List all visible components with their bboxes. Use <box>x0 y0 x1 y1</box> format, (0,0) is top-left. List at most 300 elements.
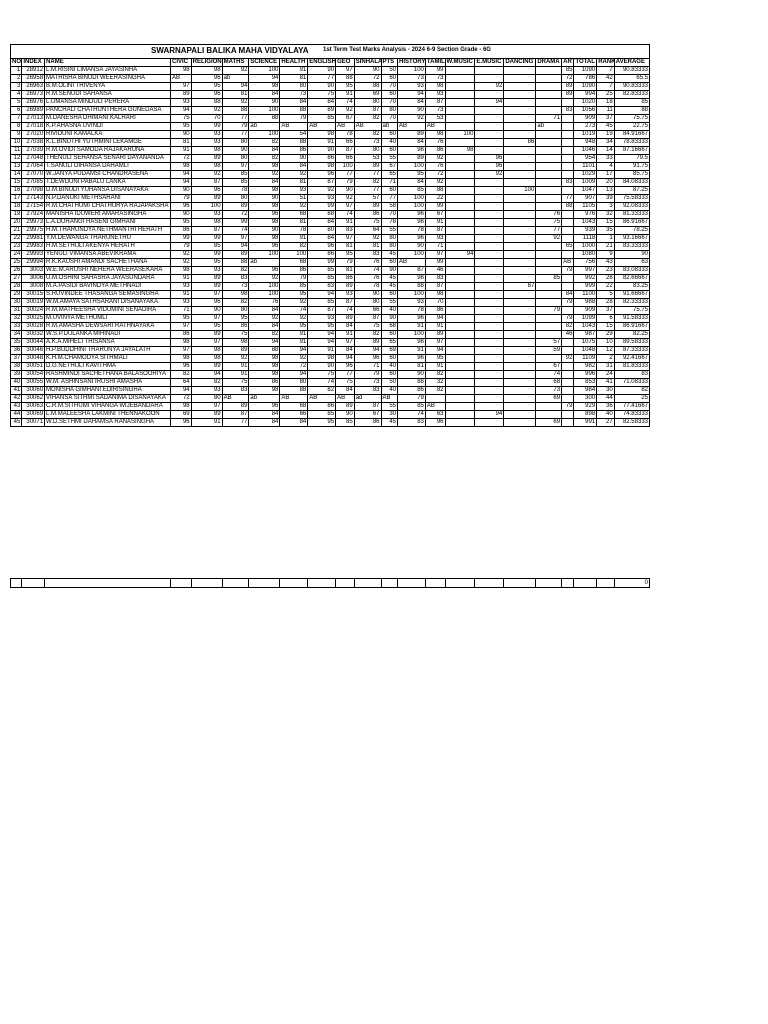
table-cell: 99 <box>191 123 222 131</box>
table-cell: 90.83333 <box>614 67 649 75</box>
table-cell: 83 <box>222 275 249 283</box>
table-cell: 98 <box>170 67 191 75</box>
table-cell: 91 <box>336 331 355 339</box>
table-cell: 81 <box>170 139 191 147</box>
table-cell <box>445 259 475 267</box>
table-cell: 60 <box>381 187 398 195</box>
table-cell: 78 <box>398 307 426 315</box>
table-cell: 80 <box>381 107 398 115</box>
table-cell: 91 <box>425 323 445 331</box>
table-cell: 9 <box>11 131 22 139</box>
table-cell: 45 <box>381 283 398 291</box>
table-cell: 98 <box>191 67 222 75</box>
table-row <box>11 203 650 211</box>
table-cell: 94 <box>222 243 249 251</box>
table-cell: 36 <box>11 347 22 355</box>
table-cell: 71.08333 <box>614 379 649 387</box>
table-cell: 84 <box>280 163 308 171</box>
table-cell <box>475 267 504 275</box>
table-cell: 70 <box>381 99 398 107</box>
table-cell: 84 <box>308 219 336 227</box>
table-cell: 81 <box>280 219 308 227</box>
table-cell: 85 <box>308 267 336 275</box>
table-cell <box>504 259 536 267</box>
table-cell: 97 <box>425 251 445 259</box>
table-cell <box>445 67 475 75</box>
column-header: E.MUSIC <box>475 59 504 67</box>
table-cell: 82 <box>249 155 280 163</box>
table-cell: 994 <box>574 91 597 99</box>
table-cell: AB <box>381 395 398 403</box>
table-cell <box>475 275 504 283</box>
table-cell <box>475 363 504 371</box>
table-cell: 43 <box>11 403 22 411</box>
table-cell: 95 <box>425 355 445 363</box>
table-cell <box>445 347 475 355</box>
table-cell: 97 <box>336 203 355 211</box>
table-cell: 76 <box>425 163 445 171</box>
table-cell: 83 <box>308 283 336 291</box>
sheet-subtitle: 1st Term Test Marks Analysis - 2024 6-9 Section Grade - 6G <box>323 47 491 53</box>
table-cell: W.M. ASHINSANI IRUSHI AMASHA <box>45 379 171 387</box>
table-cell: 98 <box>425 291 445 299</box>
table-cell: 786 <box>574 75 597 83</box>
table-cell <box>475 331 504 339</box>
table-cell: 90 <box>308 363 336 371</box>
table-row <box>11 419 650 427</box>
table-cell: 71 <box>354 363 381 371</box>
table-cell <box>475 139 504 147</box>
table-cell: 24 <box>11 251 22 259</box>
table-cell: 68 <box>536 379 562 387</box>
table-cell <box>445 171 475 179</box>
table-cell: 60 <box>381 91 398 99</box>
table-cell: 53 <box>425 115 445 123</box>
table-cell <box>170 579 191 588</box>
table-cell: 80 <box>381 235 398 243</box>
table-cell: 76 <box>354 259 381 267</box>
table-cell: 88 <box>562 203 574 211</box>
table-cell <box>562 187 574 195</box>
table-cell: 97 <box>170 347 191 355</box>
table-cell: 83.25 <box>614 283 649 291</box>
table-cell: 79 <box>398 395 426 403</box>
table-cell: 73 <box>425 75 445 83</box>
table-cell <box>504 275 536 283</box>
table-cell: 82 <box>222 299 249 307</box>
table-cell: 12 <box>597 347 615 355</box>
table-cell: 94 <box>249 339 280 347</box>
table-cell: 87 <box>354 107 381 115</box>
table-cell: 97 <box>336 235 355 243</box>
table-cell: 26976 <box>22 99 45 107</box>
table-cell: 79 <box>562 267 574 275</box>
table-cell <box>475 115 504 123</box>
table-cell <box>445 299 475 307</box>
table-cell: THENULI SEHANSA SENARI DAYANANDA <box>45 155 171 163</box>
table-cell: 976 <box>574 211 597 219</box>
table-cell: 74 <box>354 267 381 275</box>
table-cell: 74 <box>536 371 562 379</box>
table-cell: 69 <box>354 91 381 99</box>
table-cell <box>562 99 574 107</box>
table-cell: 98 <box>191 147 222 155</box>
table-cell: 95 <box>336 83 355 91</box>
table-cell: 88 <box>222 107 249 115</box>
table-cell: 87 <box>425 99 445 107</box>
table-row <box>11 107 650 115</box>
table-cell <box>504 251 536 259</box>
table-cell: 72 <box>222 211 249 219</box>
table-cell: 40 <box>11 379 22 387</box>
table-row <box>11 131 650 139</box>
table-cell: 77 <box>562 195 574 203</box>
table-cell: 79 <box>170 243 191 251</box>
table-cell: 27013 <box>22 115 45 123</box>
table-row <box>11 123 650 131</box>
table-cell <box>504 323 536 331</box>
table-cell: M.A.PASIDI BAVINDYA METHNADI <box>45 283 171 291</box>
table-cell <box>445 243 475 251</box>
table-cell <box>562 139 574 147</box>
table-cell: 82 <box>354 331 381 339</box>
table-cell: 71 <box>381 179 398 187</box>
table-cell: 91.58333 <box>614 315 649 323</box>
table-cell: 68 <box>280 211 308 219</box>
table-cell: 98 <box>222 291 249 299</box>
table-cell: 33 <box>597 155 615 163</box>
table-row <box>11 371 650 379</box>
table-cell: 60 <box>381 331 398 339</box>
table-cell: AB <box>398 123 426 131</box>
table-cell: 2 <box>597 355 615 363</box>
table-cell: 91 <box>280 339 308 347</box>
table-cell: 92 <box>249 315 280 323</box>
table-cell <box>445 355 475 363</box>
table-cell: 83 <box>562 179 574 187</box>
table-cell: 98 <box>249 235 280 243</box>
table-row <box>11 243 650 251</box>
table-cell: 93 <box>191 131 222 139</box>
table-row <box>11 411 650 419</box>
table-cell: 22 <box>597 283 615 291</box>
table-cell <box>445 195 475 203</box>
table-cell: 86.91667 <box>614 219 649 227</box>
table-cell <box>536 91 562 99</box>
table-cell: 79 <box>280 275 308 283</box>
table-cell: 87 <box>222 411 249 419</box>
table-cell: 95 <box>280 323 308 331</box>
table-cell: 11 <box>597 107 615 115</box>
table-cell: 95 <box>170 219 191 227</box>
table-cell: D.M.BINUDI YUHANSA DISANAYAKA <box>45 187 171 195</box>
table-cell: 90 <box>249 99 280 107</box>
table-cell: 98 <box>308 131 336 139</box>
table-cell <box>562 395 574 403</box>
table-cell: 74.83333 <box>614 411 649 419</box>
column-header: DRAMA <box>537 59 560 65</box>
table-cell: 90 <box>354 67 381 75</box>
table-cell: 98 <box>249 219 280 227</box>
table-cell: 1105 <box>574 203 597 211</box>
table-cell: 97 <box>222 235 249 243</box>
table-cell: 73 <box>425 107 445 115</box>
table-cell <box>504 115 536 123</box>
table-cell <box>536 139 562 147</box>
table-cell: 100 <box>398 291 426 299</box>
table-cell: 19 <box>597 131 615 139</box>
table-cell: 98 <box>398 219 426 227</box>
table-cell: 100 <box>191 203 222 211</box>
table-cell: 100 <box>336 163 355 171</box>
table-cell: 85 <box>614 99 649 107</box>
table-cell: 28 <box>11 283 22 291</box>
table-cell: 50 <box>381 379 398 387</box>
table-row <box>11 267 650 275</box>
table-cell: W.D.SETHMI DAHAMSA RANASINGHA <box>45 419 171 427</box>
table-cell: 100 <box>398 67 426 75</box>
table-row <box>11 331 650 339</box>
table-cell <box>504 155 536 163</box>
table-cell: 75 <box>222 331 249 339</box>
table-cell: 27143 <box>22 195 45 203</box>
table-cell: 98 <box>398 339 426 347</box>
table-cell: 91 <box>336 219 355 227</box>
table-cell: 98 <box>191 219 222 227</box>
table-cell <box>504 163 536 171</box>
table-cell <box>475 323 504 331</box>
column-header: INDEX <box>22 59 45 67</box>
header-row <box>11 59 650 67</box>
table-cell: 27039 <box>22 147 45 155</box>
table-cell: 74 <box>336 307 355 315</box>
table-cell <box>445 291 475 299</box>
table-cell: 90 <box>381 315 398 323</box>
table-cell: H.M.SETHULI AKENYA HERATH <box>45 243 171 251</box>
table-cell: AB <box>354 123 381 131</box>
table-cell: 91 <box>222 371 249 379</box>
table-cell: 91 <box>170 275 191 283</box>
table-cell: 100 <box>249 131 280 139</box>
table-cell: 85 <box>308 411 336 419</box>
table-cell: 98 <box>249 363 280 371</box>
table-cell: 100 <box>398 203 426 211</box>
table-cell <box>45 579 171 588</box>
table-cell: 26989 <box>22 107 45 115</box>
table-cell: 97 <box>170 83 191 91</box>
table-cell: 98 <box>398 275 426 283</box>
table-cell <box>280 579 308 588</box>
table-cell: 95 <box>222 315 249 323</box>
table-cell: 80 <box>354 99 381 107</box>
table-cell: 96 <box>398 235 426 243</box>
table-cell: 79 <box>280 115 308 123</box>
table-cell: 84 <box>308 235 336 243</box>
empty-row <box>11 579 650 588</box>
table-cell: 95 <box>308 323 336 331</box>
table-cell: 83 <box>336 227 355 235</box>
table-cell: 55 <box>381 299 398 307</box>
table-cell: 1043 <box>574 323 597 331</box>
table-cell: AB <box>336 395 355 403</box>
table-cell: 1080 <box>574 251 597 259</box>
table-cell: 30062 <box>22 395 45 403</box>
column-header: TOTAL <box>575 59 595 65</box>
table-cell <box>445 107 475 115</box>
table-cell: 82 <box>249 331 280 339</box>
table-cell: 86 <box>425 147 445 155</box>
table-cell: 84 <box>308 99 336 107</box>
table-cell: 80 <box>354 299 381 307</box>
table-cell: 75 <box>222 379 249 387</box>
table-cell: 77 <box>222 115 249 123</box>
table-cell: 70 <box>191 115 222 123</box>
table-cell <box>445 211 475 219</box>
table-cell: 87 <box>425 283 445 291</box>
table-cell: 80 <box>222 307 249 315</box>
table-cell <box>504 67 536 75</box>
table-cell <box>562 387 574 395</box>
table-cell: 82 <box>562 323 574 331</box>
table-cell: 96 <box>249 267 280 275</box>
table-cell: 1009 <box>574 179 597 187</box>
table-cell: 898 <box>574 411 597 419</box>
table-cell <box>504 403 536 411</box>
table-cell: 100 <box>398 251 426 259</box>
table-cell: 79 <box>562 299 574 307</box>
table-cell: 948 <box>574 139 597 147</box>
table-cell <box>445 115 475 123</box>
table-cell: 91 <box>398 323 426 331</box>
table-cell: 91 <box>280 235 308 243</box>
table-cell: MANISHA IDUWERI AMARASINGHA <box>45 211 171 219</box>
table-cell: 40 <box>597 411 615 419</box>
table-cell: AB <box>308 395 336 403</box>
table-cell <box>475 355 504 363</box>
table-cell <box>536 331 562 339</box>
table-cell: 22 <box>11 235 22 243</box>
table-cell <box>504 171 536 179</box>
table-cell: 82 <box>425 371 445 379</box>
table-cell <box>445 267 475 275</box>
table-cell: 86 <box>308 403 336 411</box>
table-cell: 98 <box>249 371 280 379</box>
table-cell <box>445 91 475 99</box>
table-cell: 4 <box>11 91 22 99</box>
table-cell: 97 <box>336 67 355 75</box>
table-cell: 51 <box>280 195 308 203</box>
table-cell: 80 <box>381 243 398 251</box>
table-cell: 10 <box>11 139 22 147</box>
table-row <box>11 115 650 123</box>
table-cell <box>562 171 574 179</box>
table-cell: 92 <box>249 275 280 283</box>
table-cell: 84 <box>398 179 426 187</box>
table-cell: 90 <box>308 147 336 155</box>
table-cell: 83 <box>354 251 381 259</box>
table-cell: 82 <box>425 387 445 395</box>
table-row <box>11 355 650 363</box>
table-cell <box>475 339 504 347</box>
table-cell: 90 <box>614 251 649 259</box>
table-cell: 86 <box>249 379 280 387</box>
table-cell <box>536 299 562 307</box>
table-cell: 27064 <box>22 163 45 171</box>
table-cell <box>562 235 574 243</box>
table-row <box>11 363 650 371</box>
table-cell <box>562 363 574 371</box>
table-cell: 87.33333 <box>614 347 649 355</box>
table-cell: 29994 <box>22 259 45 267</box>
table-cell <box>425 395 445 403</box>
table-cell: 92 <box>475 83 504 91</box>
table-cell: 95 <box>170 123 191 131</box>
table-cell <box>475 187 504 195</box>
table-cell: 86 <box>280 267 308 275</box>
table-cell: MATHISHA BINUDI WEERASINGHA <box>45 75 171 83</box>
table-row <box>11 387 650 395</box>
table-cell <box>308 579 336 588</box>
table-cell: 939 <box>574 227 597 235</box>
title-bar <box>10 44 650 58</box>
table-cell: 78.25 <box>614 227 649 235</box>
table-cell: R.M.SENUDI SAHANSA <box>45 91 171 99</box>
table-cell: 92 <box>425 179 445 187</box>
table-cell: 90 <box>381 267 398 275</box>
table-cell: 97 <box>336 339 355 347</box>
table-cell: 71 <box>536 115 562 123</box>
table-cell: 84 <box>249 307 280 315</box>
column-header: DANCING <box>504 59 536 67</box>
column-header: ART <box>563 59 576 65</box>
table-cell: 97 <box>170 323 191 331</box>
table-cell <box>504 211 536 219</box>
table-cell: 22.75 <box>614 123 649 131</box>
table-cell: 100 <box>249 107 280 115</box>
table-cell: 30044 <box>22 339 45 347</box>
table-cell <box>475 579 504 588</box>
table-cell: 84 <box>249 179 280 187</box>
table-cell: T.SANULI DIHANSA DAHAMLI <box>45 163 171 171</box>
column-header: MATHS <box>222 59 249 67</box>
table-cell <box>536 83 562 91</box>
table-row <box>11 75 650 83</box>
table-cell: 30060 <box>22 387 45 395</box>
table-cell: 30 <box>597 387 615 395</box>
table-cell: 32 <box>597 211 615 219</box>
table-cell: 90 <box>280 155 308 163</box>
table-cell: 1109 <box>574 355 597 363</box>
table-cell: 86 <box>308 251 336 259</box>
table-cell: 98 <box>249 355 280 363</box>
table-cell <box>562 211 574 219</box>
table-row <box>11 379 650 387</box>
table-cell: 72 <box>562 75 574 83</box>
table-cell: 15 <box>11 179 22 187</box>
table-row <box>11 235 650 243</box>
column-header: ENGLISH <box>309 59 336 65</box>
table-cell: 84 <box>398 139 426 147</box>
table-cell: 82.33333 <box>614 299 649 307</box>
table-cell: D.G.NETHULI KAVITHMA <box>45 363 171 371</box>
table-cell: 88 <box>425 187 445 195</box>
table-cell: 73 <box>222 283 249 291</box>
table-cell: 30024 <box>22 307 45 315</box>
table-cell: 94 <box>222 83 249 91</box>
table-cell: 96 <box>398 211 426 219</box>
table-cell: 87 <box>191 179 222 187</box>
table-cell: 100 <box>249 67 280 75</box>
